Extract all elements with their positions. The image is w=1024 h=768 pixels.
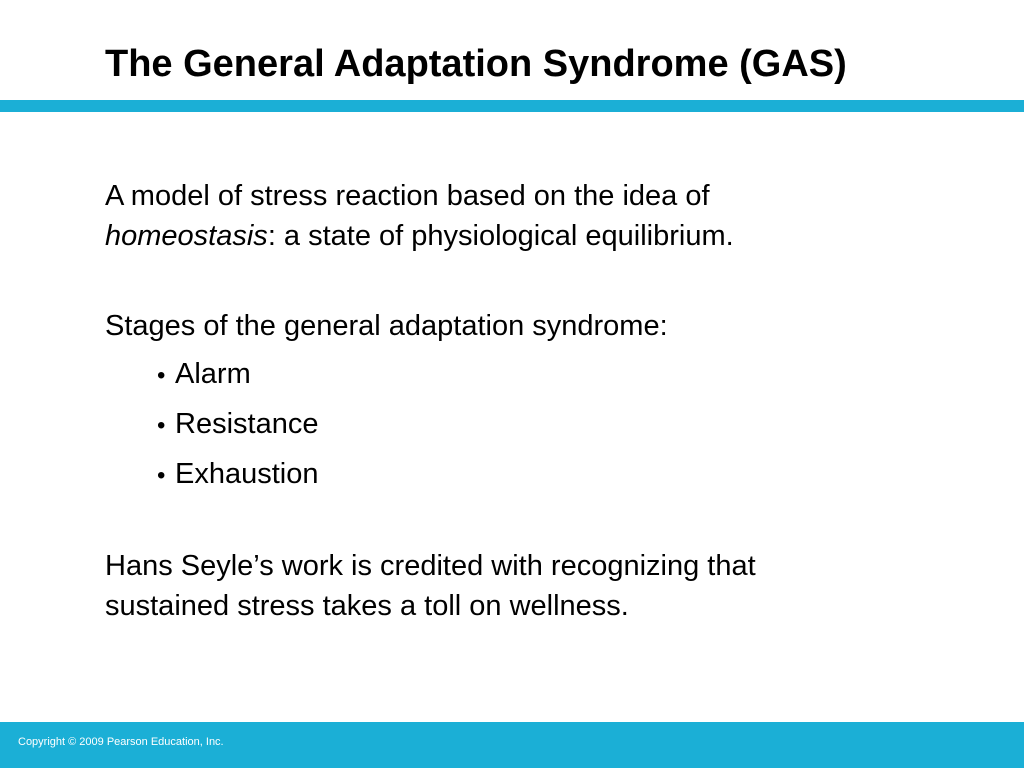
footer-bar [0,722,1024,768]
closing-line-2: sustained stress takes a toll on wellness. [105,590,629,622]
stages-heading: Stages of the general adaptation syndrome: [105,310,668,342]
closing-paragraph [105,546,1005,626]
intro-paragraph [105,176,1005,256]
title-accent-bar [0,100,1024,112]
list-item [157,354,1005,396]
list-item [157,454,1005,496]
stage-label: Alarm [175,358,251,390]
bullet-icon: • [157,412,166,439]
slide-body [105,176,1005,626]
copyright-notice: Copyright © 2009 Pearson Education, Inc. [18,736,224,748]
bullet-icon: • [157,362,166,389]
stage-label: Resistance [175,408,319,440]
intro-term: homeostasis [105,220,268,252]
intro-rest: : a state of physiological equilibrium. [267,220,734,252]
slide-title: The General Adaptation Syndrome (GAS) [105,43,847,85]
list-item [157,404,1005,446]
closing-line-1: Hans Seyle’s work is credited with recognizing that [105,550,756,582]
bullet-icon: • [157,462,166,489]
stage-label: Exhaustion [175,458,319,490]
stages-list [105,354,1005,496]
intro-line-1: A model of stress reaction based on the idea of [105,180,710,212]
